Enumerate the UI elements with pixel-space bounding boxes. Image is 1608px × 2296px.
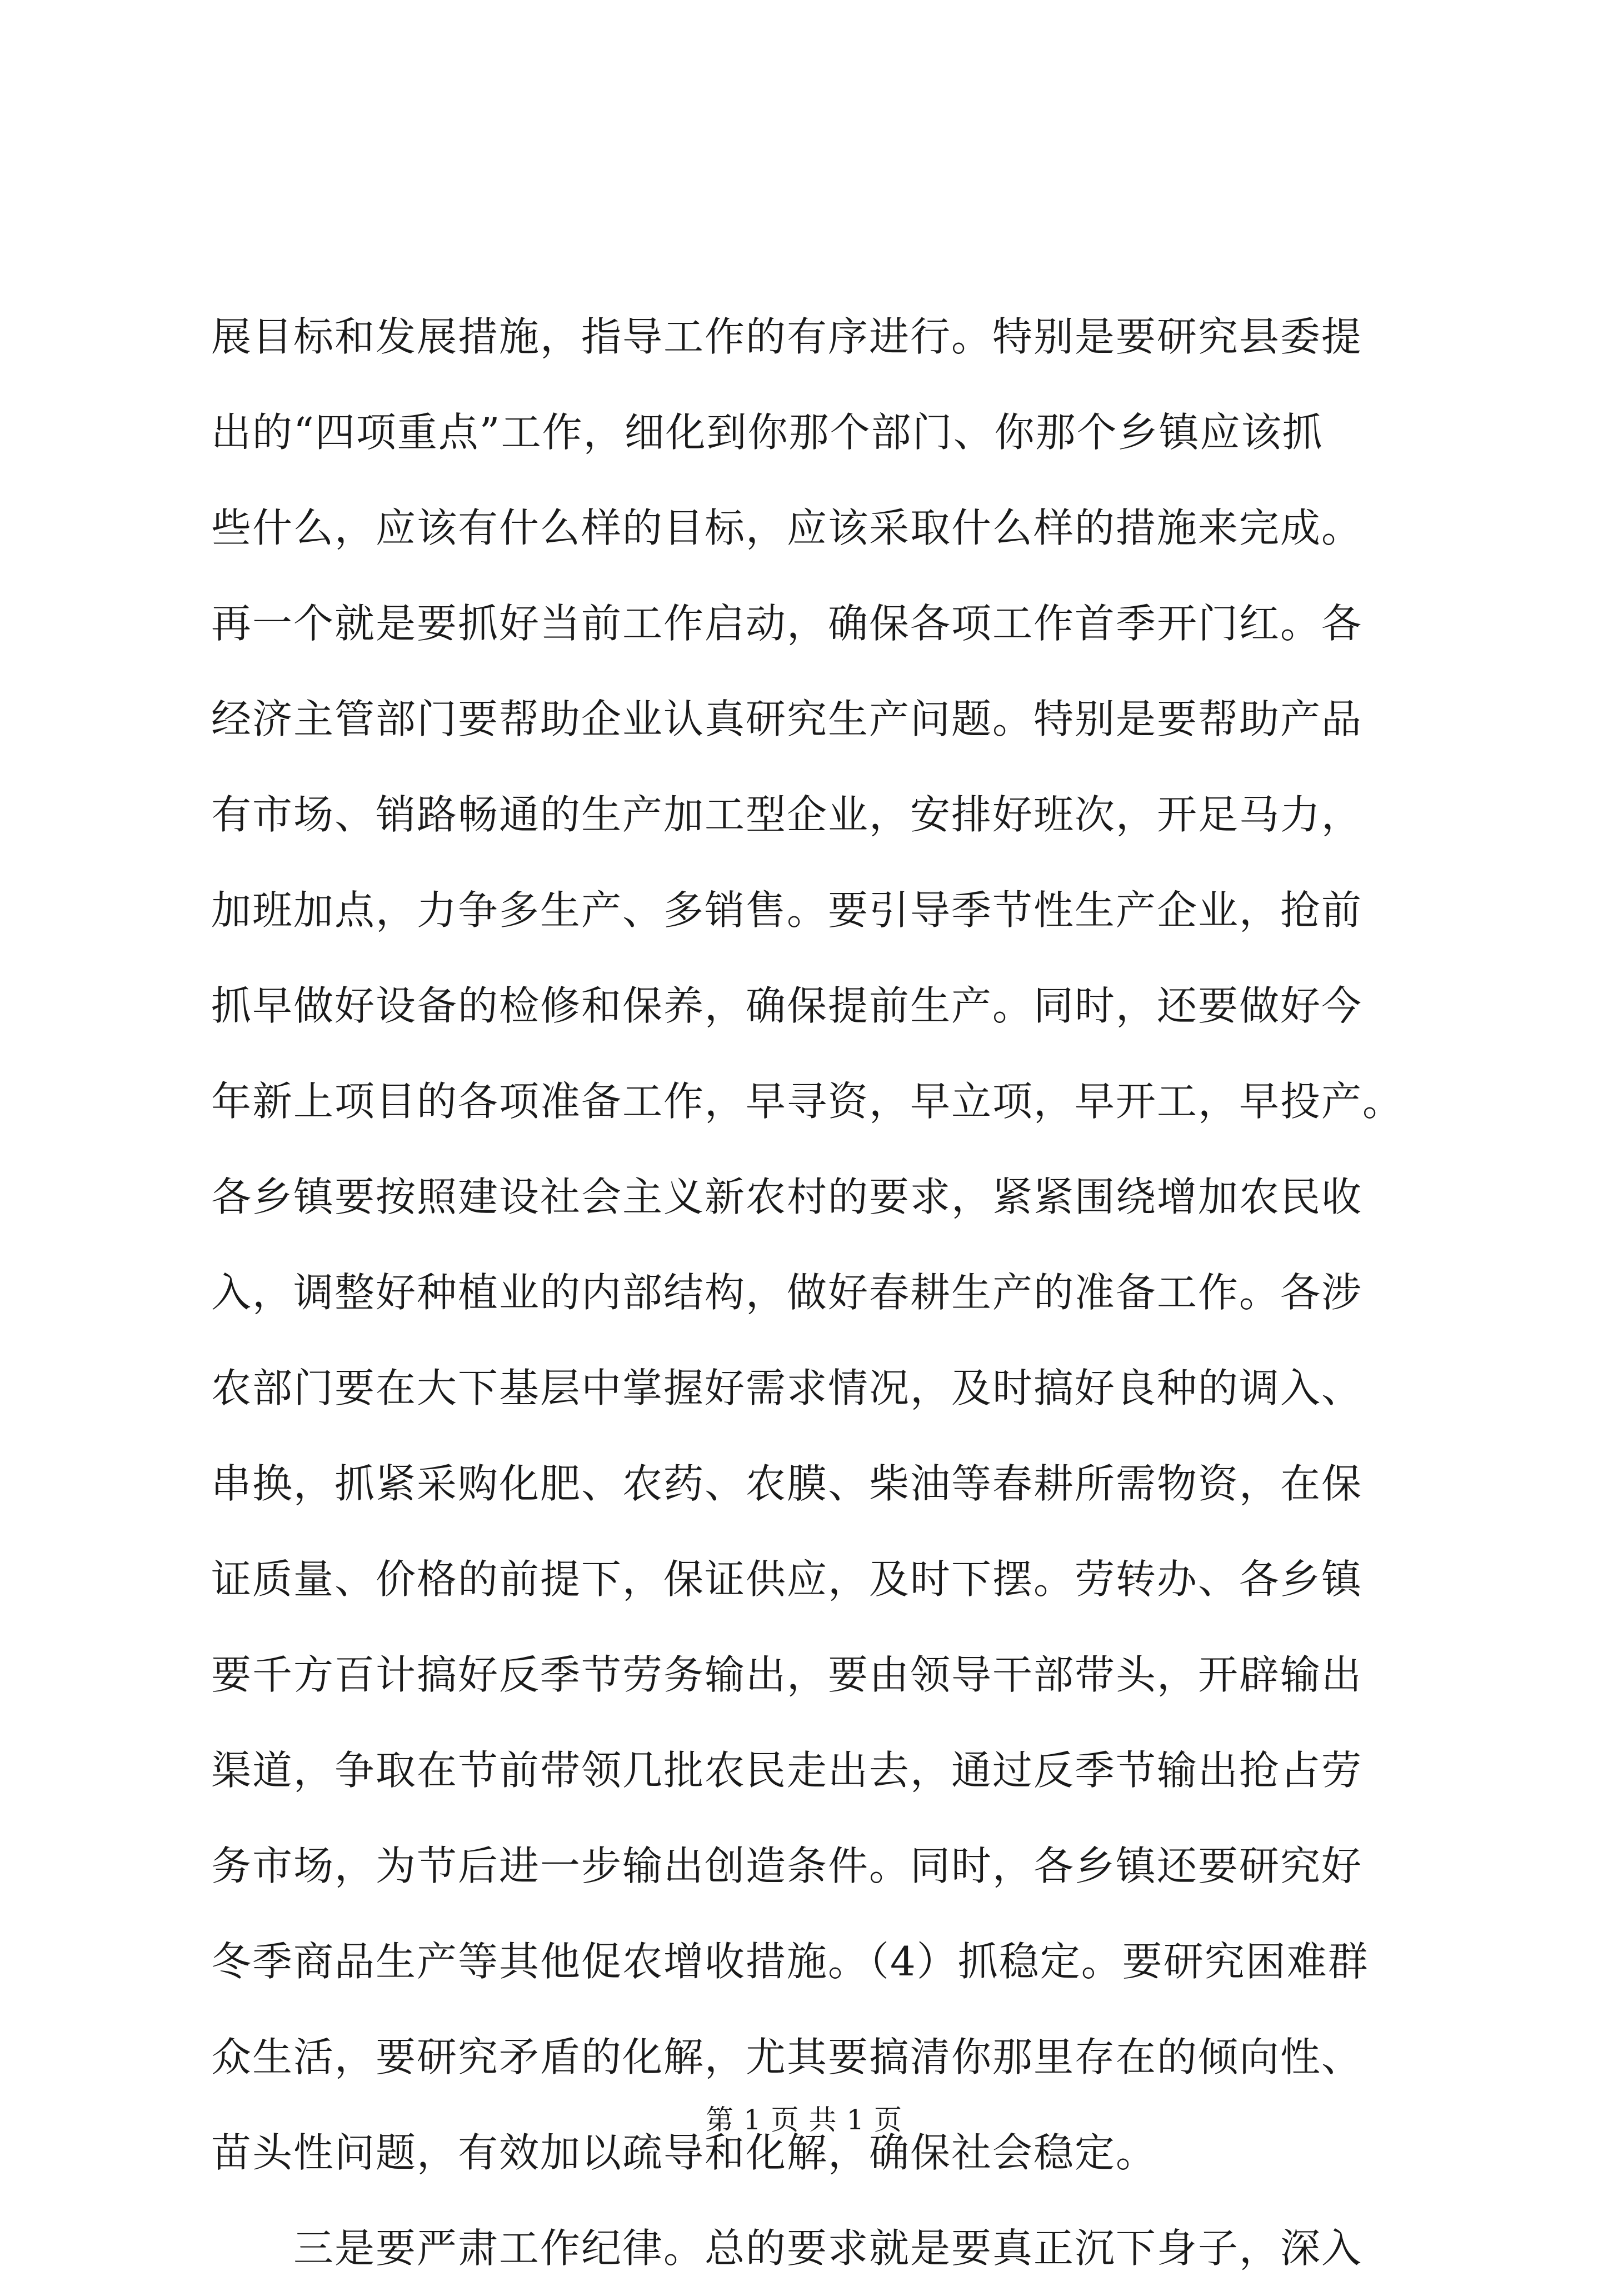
text-line: 三是要严肃工作纪律。总的要求就是要真正沉下身子，深入 — [211, 2225, 1363, 2272]
text-line: 抓早做好设备的检修和保养，确保提前生产。同时，还要做好今 — [211, 982, 1363, 1029]
text-line: 农部门要在大下基层中掌握好需求情况，及时搞好良种的调入、 — [211, 1365, 1363, 1411]
text-line: 加班加点，力争多生产、多销售。要引导季节性生产企业，抢前 — [211, 887, 1363, 934]
text-line: 经济主管部门要帮助企业认真研究生产问题。特别是要帮助产品 — [211, 696, 1363, 742]
text-line: 苗头性问题，有效加以疏导和化解，确保社会稳定。 — [211, 2129, 1157, 2176]
text-line: 要千方百计搞好反季节劳务输出，要由领导干部带头，开辟输出 — [211, 1651, 1363, 1698]
text-line: 渠道，争取在节前带领几批农民走出去，通过反季节输出抢占劳 — [211, 1747, 1363, 1794]
text-line: 冬季商品生产等其他促农增收措施。（4）抓稳定。要研究困难群 — [211, 1938, 1369, 1985]
text-line: 出的“四项重点”工作，细化到你那个部门、你那个乡镇应该抓 — [211, 409, 1324, 456]
text-line: 入，调整好种植业的内部结构，做好春耕生产的准备工作。各涉 — [211, 1269, 1363, 1316]
text-line: 证质量、价格的前提下，保证供应，及时下摆。劳转办、各乡镇 — [211, 1556, 1363, 1603]
text-line: 再一个就是要抓好当前工作启动，确保各项工作首季开门红。各 — [211, 600, 1363, 647]
text-line: 些什么，应该有什么样的目标，应该采取什么样的措施来完成。 — [211, 505, 1363, 551]
text-line: 各乡镇要按照建设社会主义新农村的要求，紧紧围绕增加农民收 — [211, 1174, 1363, 1220]
text-line: 展目标和发展措施，指导工作的有序进行。特别是要研究县委提 — [211, 313, 1363, 360]
page-footer: 第 1 页 共 1 页 — [705, 2104, 903, 2136]
body-text — [211, 289, 1411, 2296]
text-line: 年新上项目的各项准备工作，早寻资，早立项，早开工，早投产。 — [211, 1078, 1404, 1125]
text-line: 有市场、销路畅通的生产加工型企业，安排好班次，开足马力， — [211, 791, 1363, 838]
text-line: 众生活，要研究矛盾的化解，尤其要搞清你那里存在的倾向性、 — [211, 2034, 1363, 2080]
text-line: 务市场，为节后进一步输出创造条件。同时，各乡镇还要研究好 — [211, 1843, 1363, 1889]
text-line: 串换，抓紧采购化肥、农药、农膜、柴油等春耕所需物资，在保 — [211, 1460, 1363, 1507]
